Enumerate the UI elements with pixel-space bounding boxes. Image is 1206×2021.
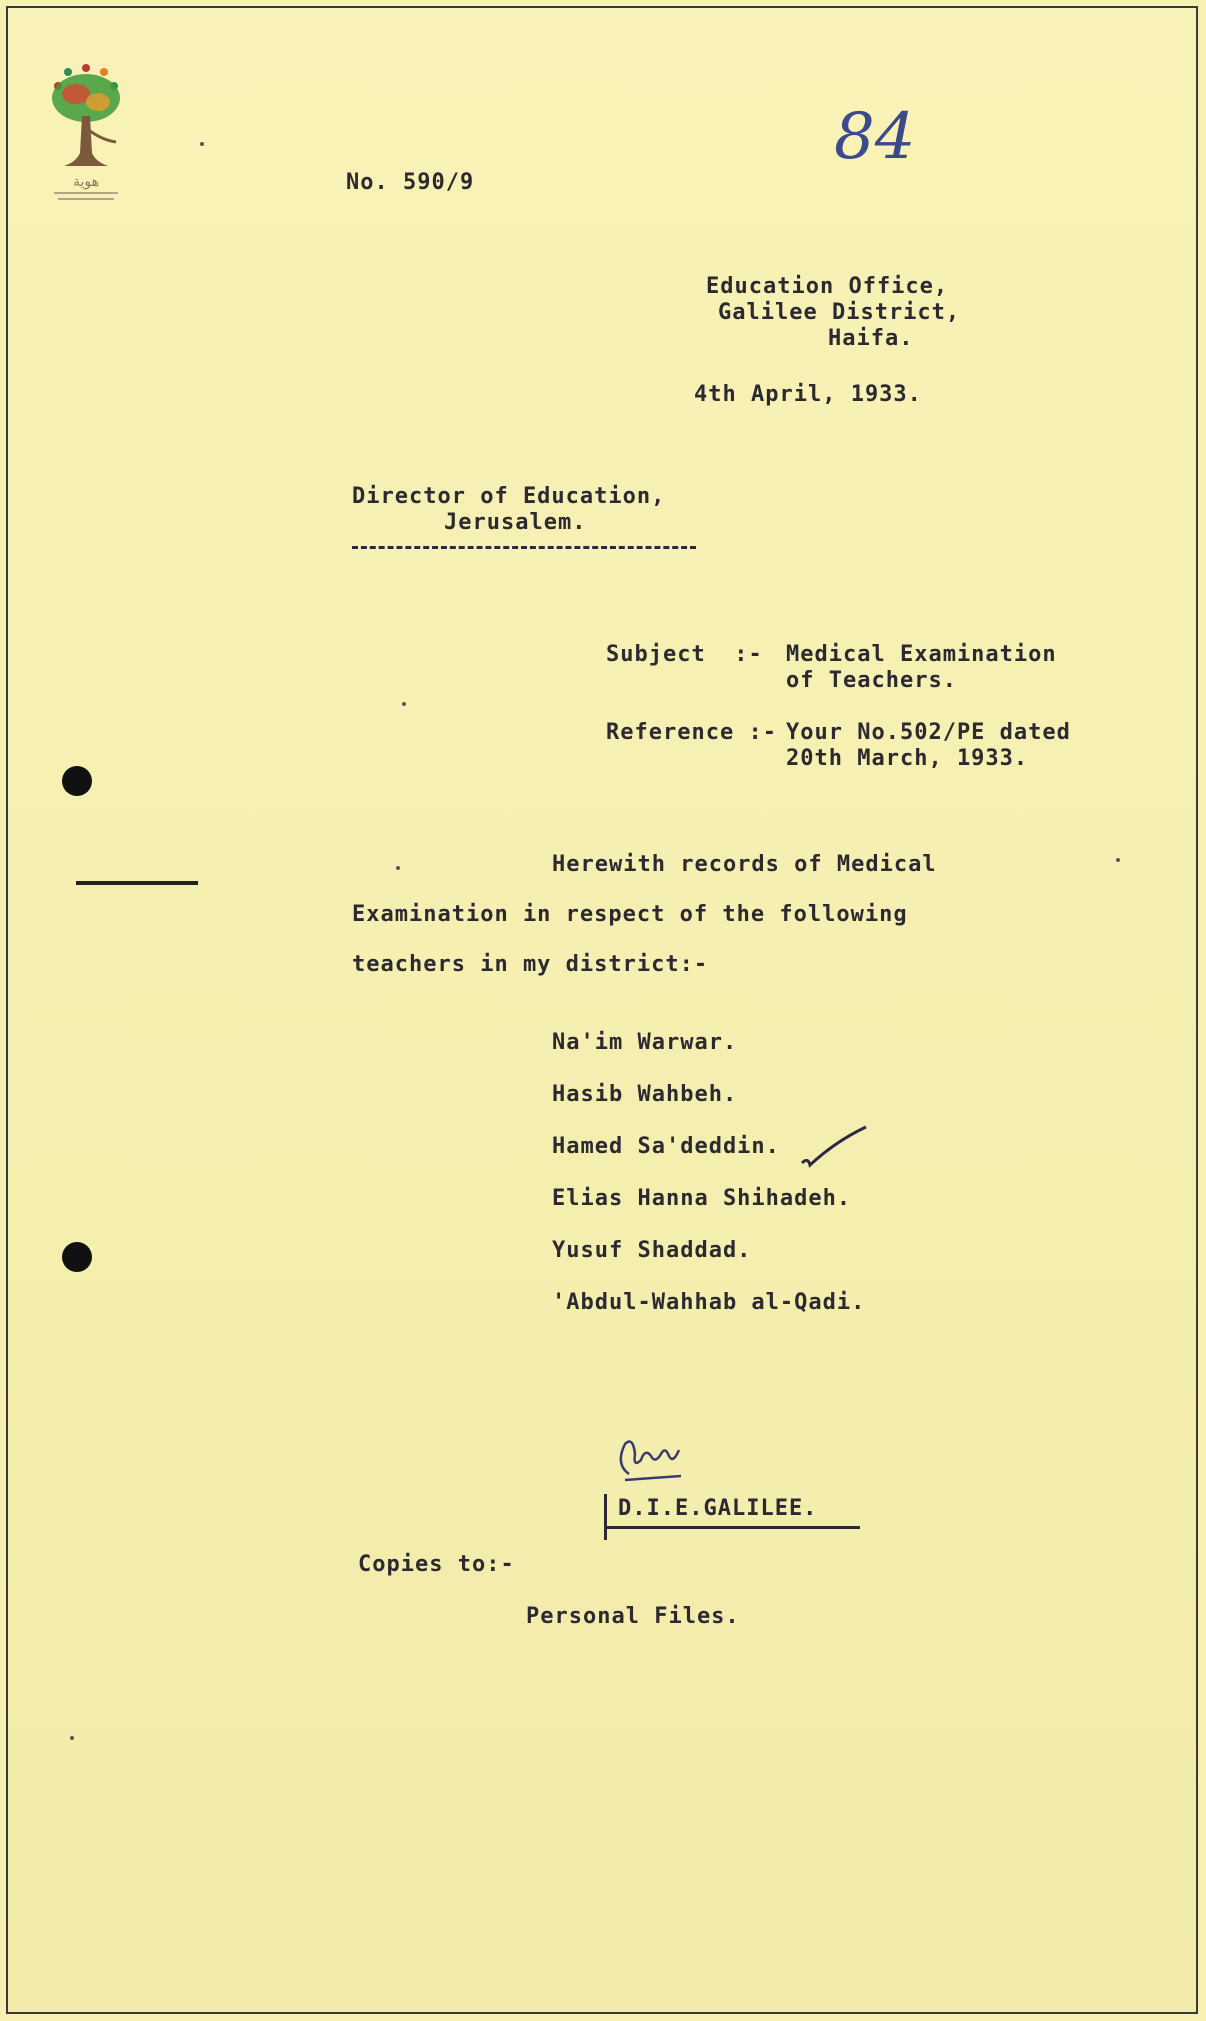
office-line-2: Galilee District, [718, 300, 961, 325]
teacher-name: Elias Hanna Shihadeh. [552, 1186, 852, 1211]
logo-caption: هوية [72, 174, 100, 190]
handwritten-folio-number [824, 98, 934, 188]
reference-line-2: 20th March, 1933. [786, 746, 1029, 771]
addressee-line-2: Jerusalem. [444, 510, 587, 535]
archive-tree-logo [46, 58, 126, 208]
subject-line-2: of Teachers. [786, 668, 957, 693]
paper-speck [396, 866, 400, 870]
subject-label: Subject :- [606, 642, 763, 667]
punch-hole [62, 1242, 92, 1272]
paper-speck [402, 702, 406, 706]
svg-text:84: 84 [834, 100, 916, 174]
body-line-2: Examination in respect of the following [352, 902, 908, 927]
body-line-3: teachers in my district:- [352, 952, 709, 977]
office-line-3: Haifa. [828, 326, 914, 351]
handwritten-check-mark [796, 1121, 876, 1171]
teacher-name: Na'im Warwar. [552, 1030, 738, 1055]
signature-underline [604, 1526, 860, 1529]
office-line-1: Education Office, [706, 274, 949, 299]
document-page [6, 6, 1198, 2014]
body-line-1: Herewith records of Medical [552, 852, 937, 877]
teacher-name: Yusuf Shaddad. [552, 1238, 752, 1263]
handwritten-signature [611, 1434, 701, 1489]
teacher-name: Hasib Wahbeh. [552, 1082, 738, 1107]
subject-line-1: Medical Examination [786, 642, 1057, 667]
paper-speck [1116, 858, 1120, 862]
addressee-line-1: Director of Education, [352, 484, 666, 509]
paper-speck [70, 1736, 74, 1740]
signature-bracket [604, 1494, 607, 1540]
teacher-name: 'Abdul-Wahhab al-Qadi. [552, 1290, 866, 1315]
reference-label: Reference :- [606, 720, 777, 745]
copies-recipient: Personal Files. [526, 1604, 740, 1629]
copies-label: Copies to:- [358, 1552, 515, 1577]
letter-date: 4th April, 1933. [694, 382, 922, 407]
reference-number: No. 590/9 [346, 170, 475, 195]
teacher-name: Hamed Sa'deddin. [552, 1134, 780, 1159]
margin-fold-mark [76, 881, 198, 885]
signature-block: D.I.E.GALILEE. [618, 1496, 818, 1521]
paper-speck [200, 142, 204, 146]
punch-hole [62, 766, 92, 796]
addressee-underline [352, 546, 696, 549]
reference-line-1: Your No.502/PE dated [786, 720, 1071, 745]
